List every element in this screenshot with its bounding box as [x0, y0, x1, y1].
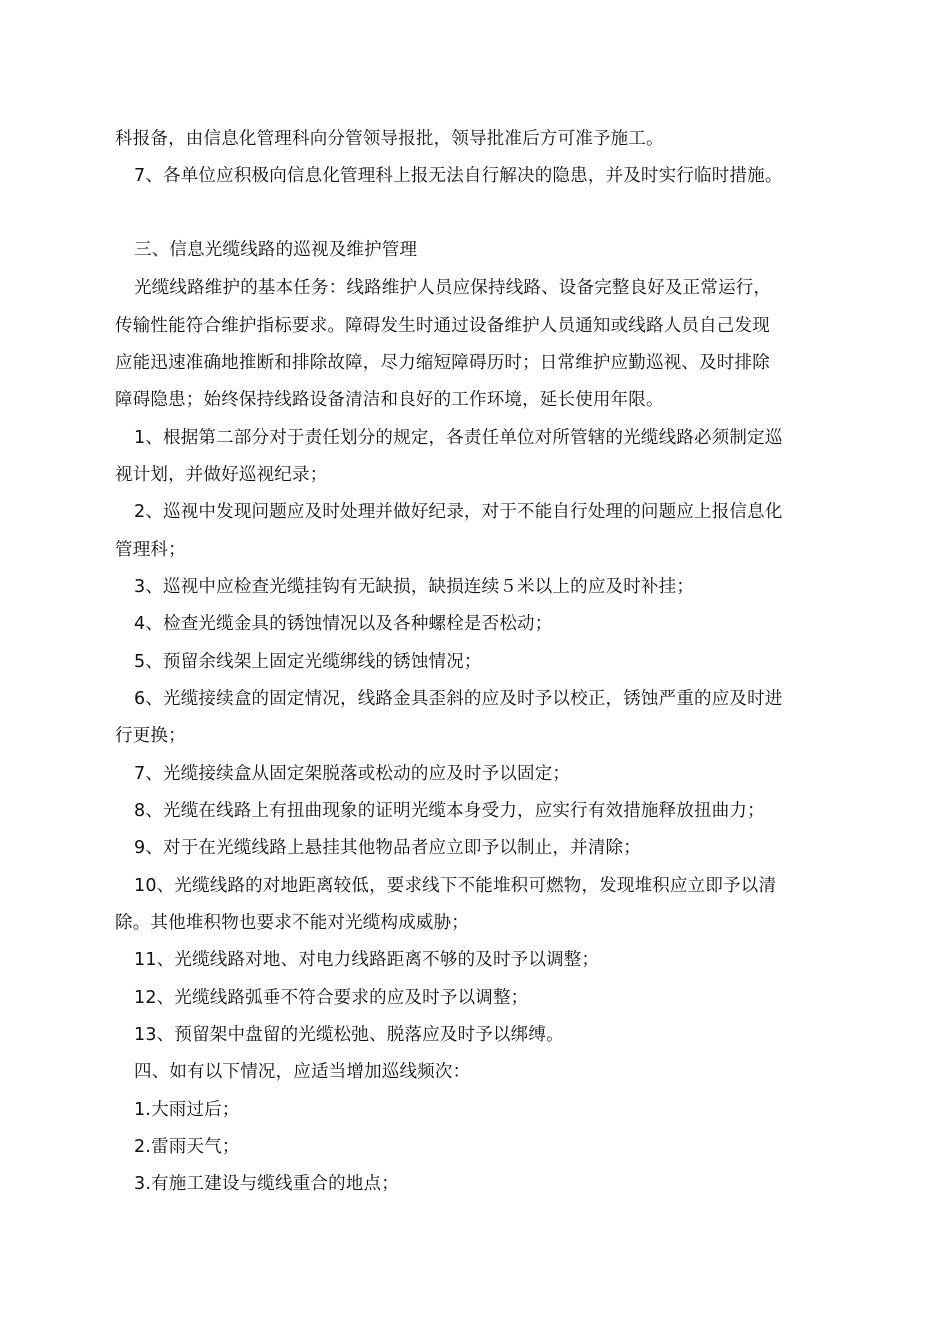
list-item-4: 4、检查光缆金具的锈蚀情况以及各种螺栓是否松动；	[134, 614, 553, 634]
list-item-6: 6、光缆接续盒的固定情况，线路金具歪斜的应及时予以校正，锈蚀严重的应及时进	[134, 689, 783, 709]
section-heading: 四、如有以下情况，应适当增加巡线频次：	[134, 1062, 471, 1082]
list-item-3: 3、巡视中应检查光缆挂钩有无缺损，缺损连续５米以上的应及时补挂；	[134, 577, 695, 597]
list-item-2-continued: 管理科；	[115, 540, 186, 560]
paragraph-line: 障碍隐患；始终保持线路设备清洁和良好的工作环境，延长使用年限。	[115, 390, 664, 410]
condition-item-2: 2.雷雨天气；	[134, 1137, 240, 1157]
list-item-1: 1、根据第二部分对于责任划分的规定，各责任单位对所管辖的光缆线路必须制定巡	[134, 428, 783, 448]
list-item-10: 10、光缆线路的对地距离较低，要求线下不能堆积可燃物，发现堆积应立即予以清	[134, 876, 777, 896]
list-item-7: 7、光缆接续盒从固定架脱落或松动的应及时予以固定；	[134, 764, 571, 784]
list-item-9: 9、对于在光缆线路上悬挂其他物品者应立即予以制止，并清除；	[134, 838, 641, 858]
paragraph-line: 光缆线路维护的基本任务：线路维护人员应保持线路、设备完整良好及正常运行，	[134, 278, 772, 298]
list-item-10-continued: 除。其他堆积物也要求不能对光缆构成威胁；	[115, 913, 469, 933]
list-item-2: 2、巡视中发现问题应及时处理并做好纪录，对于不能自行处理的问题应上报信息化	[134, 502, 783, 522]
condition-item-3: 3.有施工建设与缆线重合的地点；	[134, 1174, 399, 1194]
list-item-12: 12、光缆线路弧垂不符合要求的应及时予以调整；	[134, 988, 529, 1008]
list-item-13: 13、预留架中盘留的光缆松弛、脱落应及时予以绑缚。	[134, 1025, 564, 1045]
paragraph-line: 7、各单位应积极向信息化管理科上报无法自行解决的隐患，并及时实行临时措施。	[134, 166, 783, 186]
list-item-11: 11、光缆线路对地、对电力线路距离不够的及时予以调整；	[134, 950, 600, 970]
list-item-1-continued: 视计划，并做好巡视纪录；	[115, 465, 328, 485]
paragraph-line: 应能迅速准确地推断和排除故障，尽力缩短障碍历时；日常维护应勤巡视、及时排除	[115, 353, 770, 373]
section-heading: 三、信息光缆线路的巡视及维护管理	[134, 240, 418, 260]
list-item-5: 5、预留余线架上固定光缆绑线的锈蚀情况；	[134, 652, 482, 672]
list-item-8: 8、光缆在线路上有扭曲现象的证明光缆本身受力，应实行有效措施释放扭曲力；	[134, 801, 765, 821]
condition-item-1: 1.大雨过后；	[134, 1100, 240, 1120]
paragraph-line: 科报备，由信息化管理科向分管领导报批，领导批准后方可准予施工。	[115, 129, 664, 149]
paragraph-line: 传输性能符合维护指标要求。障碍发生时通过设备维护人员通知或线路人员自己发现	[115, 316, 770, 336]
list-item-6-continued: 行更换；	[115, 726, 186, 746]
